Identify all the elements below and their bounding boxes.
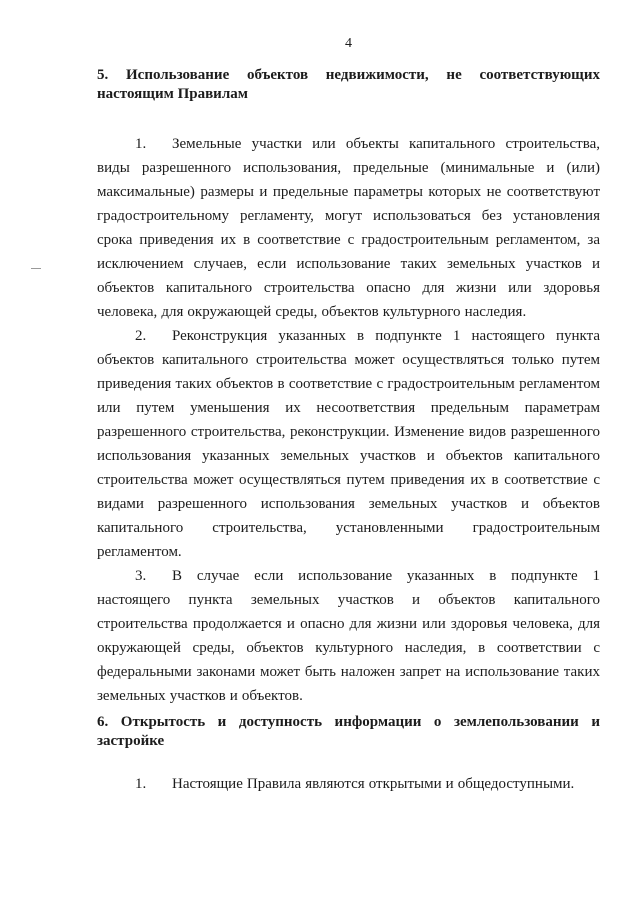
item-number: 2. [135,328,147,344]
section-5-item-2 [97,324,600,564]
item-number: 1. [135,776,147,792]
item-text: В случае если использование указанных в подпункте 1 настоящего пункта земельных участков и объектов капитального строительства продолжается и опасно для жизни или здоровья человека, для окружающей среды, объектов культурного наследия, в соответствии с федеральными законами может быть наложен запрет на использование таких земельных участков и объектов. [97,568,600,704]
item-text: Земельные участки или объекты капитального строительства, виды разрешенного использования, предельные (минимальные и (или) максимальные) размеры и предельные параметры которых не соответствуют градостроительному регламенту, могут использоваться без установления срока приведения их в соответствие с градостроительным регламентом, за исключением случаев, если использование таких земельных участков и объектов капитального строительства опасно для жизни или здоровья человека, для окружающей среды, объектов культурного наследия. [97,136,600,320]
section-5-item-1 [97,132,600,324]
section-6-item-1 [97,772,600,796]
item-number: 1. [135,136,147,152]
section-5-heading: 5. Использование объектов недвижимости, не соответствующих настоящим Правилам [97,67,600,102]
item-text: Реконструкция указанных в подпункте 1 настоящего пункта объектов капитального строительства может осуществляться только путем приведения таких объектов в соответствие с градостроительным регламентом или путем уменьшения их несоответствия предельным параметрам разрешенного строительства, реконструкции. Изменение видов разрешенного использования указанных земельных участков и объектов капитального строительства может осуществляться путем приведения их в соответствие с видами разрешенного использования земельных участков и объектов капитального строительства, установленными градостроительным регламентом. [97,328,600,560]
margin-mark [31,268,41,269]
item-number: 3. [135,568,147,584]
page-number: 4 [345,36,352,51]
section-6-heading: 6. Открытость и доступность информации о землепользовании и застройке [97,714,600,749]
item-text: Настоящие Правила являются открытыми и общедоступными. [172,776,575,792]
section-5-item-3 [97,564,600,708]
